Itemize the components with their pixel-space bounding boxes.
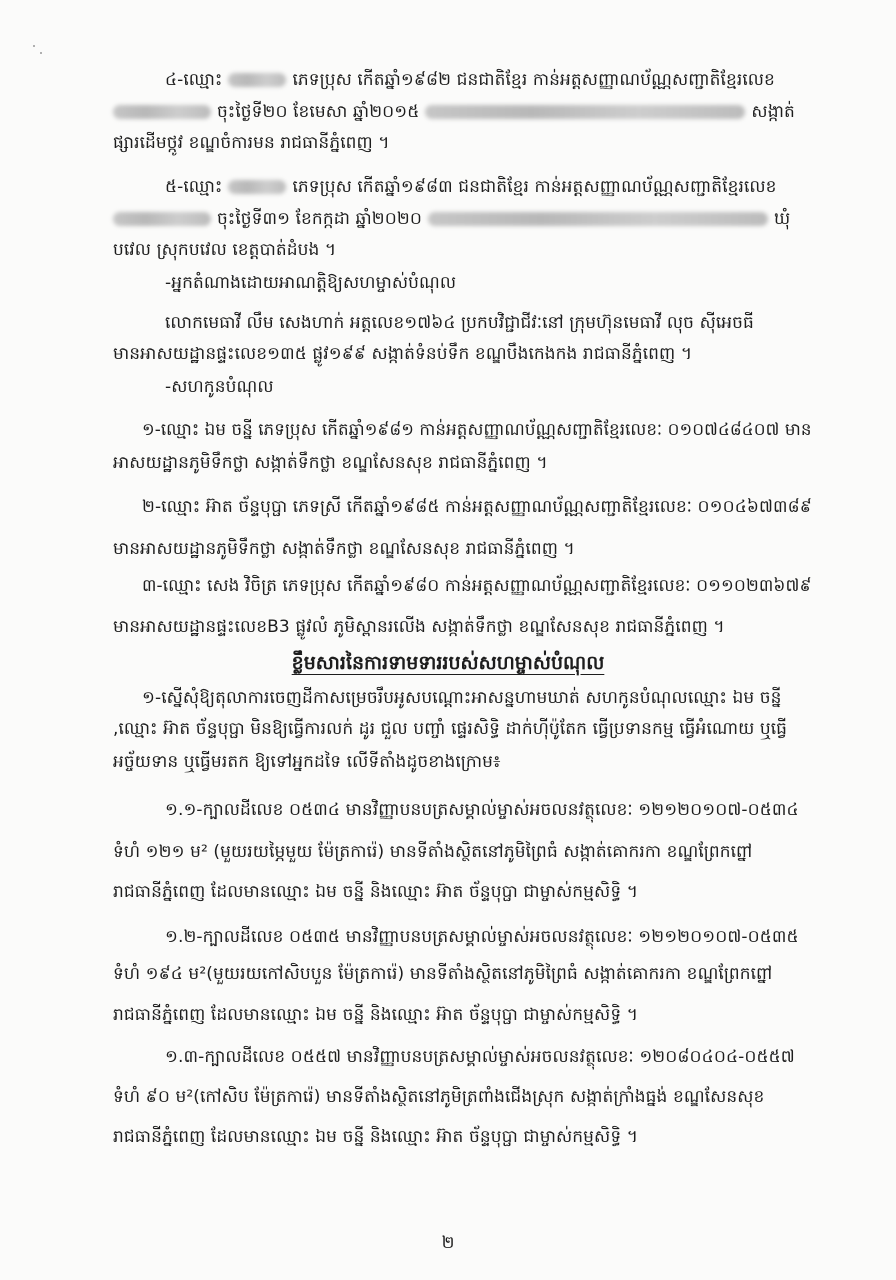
redacted-id — [113, 212, 211, 226]
page-number: ២ — [441, 1233, 455, 1253]
co-debtor-2-line2: មានអាសយដ្ឋានភូមិទឹកថ្លា សង្កាត់ទឹកថ្លា ខណ្ឌសែនសុខ រាជធានីភ្នំពេញ ។ — [113, 539, 575, 559]
redacted-name — [228, 180, 286, 194]
item-5-line2: ចុះថ្ងៃទី៣១ ខែកក្កដា ឆ្នាំ២០២០ ឃុំ — [113, 207, 790, 231]
item-5-line3: បវេល ស្រុកបវេល ខេត្តបាត់ដំបង ។ — [113, 240, 337, 260]
request-line3: អច្ច័យទាន ឬធ្វើមរតក ឱ្យទៅអ្នកដទៃ លើទីតាំងដូចខាងក្រោម៖ — [113, 752, 501, 772]
representative-heading: -អ្នកតំណាងដោយអាណត្តិឱ្យសហម្ចាស់បំណុល — [165, 273, 457, 293]
item-5-desc: ភេទប្រុស កើតឆ្នាំ១៩៨៣ ជនជាតិខ្មែរ កាន់អត្តសញ្ញាណប័ណ្ណសញ្ជាតិខ្មែរលេខ — [292, 177, 777, 197]
scan-speck — [40, 52, 42, 54]
redacted-name — [228, 73, 286, 87]
item-4-label: ៤-ឈ្មោះ — [165, 70, 223, 90]
co-debtor-3-line2: មានអាសយដ្ឋានផ្ទះលេខB3 ផ្លូវលំ ភូមិស្ពានរលើង សង្កាត់ទឹកថ្លា ខណ្ឌសែនសុខ រាជធានីភ្នំពេញ ។ — [113, 617, 725, 637]
item-4-line2: ចុះថ្ងៃទី២០ ខែមេសា ឆ្នាំ២០១៥ សង្កាត់ — [113, 100, 795, 124]
item-5-line1 — [165, 175, 777, 199]
parcel-2-line2: ទំហំ ១៩៤ ម²(មួយរយកៅសិបបួន ម៉ែត្រការ៉េ) មានទីតាំងស្ថិតនៅភូមិព្រៃធំ សង្កាត់គោករកា ខណ្ឌព្រែកព្នៅ — [113, 964, 773, 984]
parcel-1-line3: រាជធានីភ្នំពេញ ដែលមានឈ្មោះ ឯម ចន្នី និងឈ្មោះ អ៊ាត ច័ន្ទបុប្ផា ជាម្ចាស់កម្មសិទ្ធិ ។ — [113, 882, 639, 902]
item-4-line3: ផ្សារដើមថ្កូវ ខណ្ឌចំការមន រាជធានីភ្នំពេញ ។ — [113, 133, 390, 153]
request-line2: ,ឈ្មោះ អ៊ាត ច័ន្ទបុប្ផា មិនឱ្យធ្វើការលក់ ដូរ ជួល បញ្ចាំ ផ្ទេរសិទ្ធិ ដាក់ហ៊ីប៉ូតែក ធ្វើប្រទានកម្ម ធ្វើអំណោយ ឬធ្វើ — [113, 719, 788, 739]
co-debtor-1-line1: ១-ឈ្មោះ ឯម ចន្នី ភេទប្រុស កើតឆ្នាំ១៩៨១ កាន់អត្តសញ្ញាណប័ណ្ណសញ្ជាតិខ្មែរលេខៈ ០១០៧៤៨៤០៧ មាន — [142, 420, 812, 440]
redacted-address — [425, 105, 745, 119]
item-4-desc: ភេទប្រុស កើតឆ្នាំ១៩៨២ ជនជាតិខ្មែរ កាន់អត្តសញ្ញាណប័ណ្ណសញ្ជាតិខ្មែរលេខ — [292, 70, 775, 90]
redacted-address — [428, 212, 768, 226]
co-debtors-heading: -សហកូនបំណុល — [165, 377, 274, 397]
co-debtor-3-line1: ៣-ឈ្មោះ សេង វិចិត្រ ភេទប្រុស កើតឆ្នាំ១៩៨០ កាន់អត្តសញ្ញាណប័ណ្ណសញ្ជាតិខ្មែរលេខៈ ០១១០២៣៦៧៩ — [142, 576, 812, 596]
co-debtor-1-line2: អាសយដ្ឋានភូមិទឹកថ្លា សង្កាត់ទឹកថ្លា ខណ្ឌសែនសុខ រាជធានីភ្នំពេញ ។ — [113, 453, 548, 473]
request-line1: ១-ស្នើសុំឱ្យតុលាការចេញដីកាសម្រេចរឹបអូសបណ្ដោះអាសន្នហាមឃាត់ សហកូនបំណុលឈ្មោះ ឯម ចន្នី — [142, 688, 782, 708]
parcel-3-line1: ១.៣-ក្បាលដីលេខ ០៥៥៧ មានវិញ្ញាបនបត្រសម្គាល់ម្ចាស់អចលនវត្ថុលេខៈ ១២០៨០៤០៤-០៥៥៧ — [165, 1047, 795, 1067]
representative-line1: លោកមេធាវី លឹម សេងហាក់ អត្តលេខ១៧៦៤ ប្រកបវិជ្ជាជីវៈនៅ ក្រុមហ៊ុនមេធាវី លុច ស៊ីអេចធី — [165, 313, 754, 333]
item-4-line1 — [165, 68, 775, 92]
parcel-1-line2: ទំហំ ១២១ ម² (មួយរយម្ភៃមួយ ម៉ែត្រការ៉េ) មានទីតាំងស្ថិតនៅភូមិព្រៃធំ សង្កាត់គោករកា ខណ្ឌព្រែកព្នៅ — [113, 842, 753, 862]
section-title: ខ្លឹមសារនៃការទាមទាររបស់សហម្ចាស់បំណុល — [291, 652, 605, 674]
parcel-2-line1: ១.២-ក្បាលដីលេខ ០៥៣៥ មានវិញ្ញាបនបត្រសម្គាល់ម្ចាស់អចលនវត្ថុលេខៈ ១២១២០១០៧-០៥៣៥ — [165, 927, 799, 947]
parcel-1-line1: ១.១-ក្បាលដីលេខ ០៥៣៤ មានវិញ្ញាបនបត្រសម្គាល់ម្ចាស់អចលនវត្ថុលេខៈ ១២១២០១០៧-០៥៣៤ — [165, 800, 799, 820]
item-5-label: ៥-ឈ្មោះ — [165, 177, 223, 197]
representative-line2: មានអាសយដ្ឋានផ្ទះលេខ១៣៥ ផ្លូវ១៩៩ សង្កាត់ទំនប់ទឹក ខណ្ឌបឹងកេងកង រាជធានីភ្នំពេញ ។ — [113, 344, 693, 364]
redacted-id — [113, 105, 211, 119]
scan-speck — [33, 45, 35, 47]
co-debtor-2-line1: ២-ឈ្មោះ អ៊ាត ច័ន្ទបុប្ផា ភេទស្រី កើតឆ្នាំ១៩៨៥ កាន់អត្តសញ្ញាណប័ណ្ណសញ្ជាតិខ្មែរលេខៈ ០១០៤៦៧៣៨៩ — [142, 497, 812, 517]
parcel-2-line3: រាជធានីភ្នំពេញ ដែលមានឈ្មោះ ឯម ចន្នី និងឈ្មោះ អ៊ាត ច័ន្ទបុប្ផា ជាម្ចាស់កម្មសិទ្ធិ ។ — [113, 1005, 639, 1025]
parcel-3-line3: រាជធានីភ្នំពេញ ដែលមានឈ្មោះ ឯម ចន្នី និងឈ្មោះ អ៊ាត ច័ន្ទបុប្ផា ជាម្ចាស់កម្មសិទ្ធិ ។ — [113, 1127, 639, 1147]
parcel-3-line2: ទំហំ ៩០ ម²(កៅសិប ម៉ែត្រការ៉េ) មានទីតាំងស្ថិតនៅភូមិត្រពាំងជើងស្រុក សង្កាត់ក្រាំងធ្នង់ ខណ្ឌសែនសុខ — [113, 1087, 765, 1107]
